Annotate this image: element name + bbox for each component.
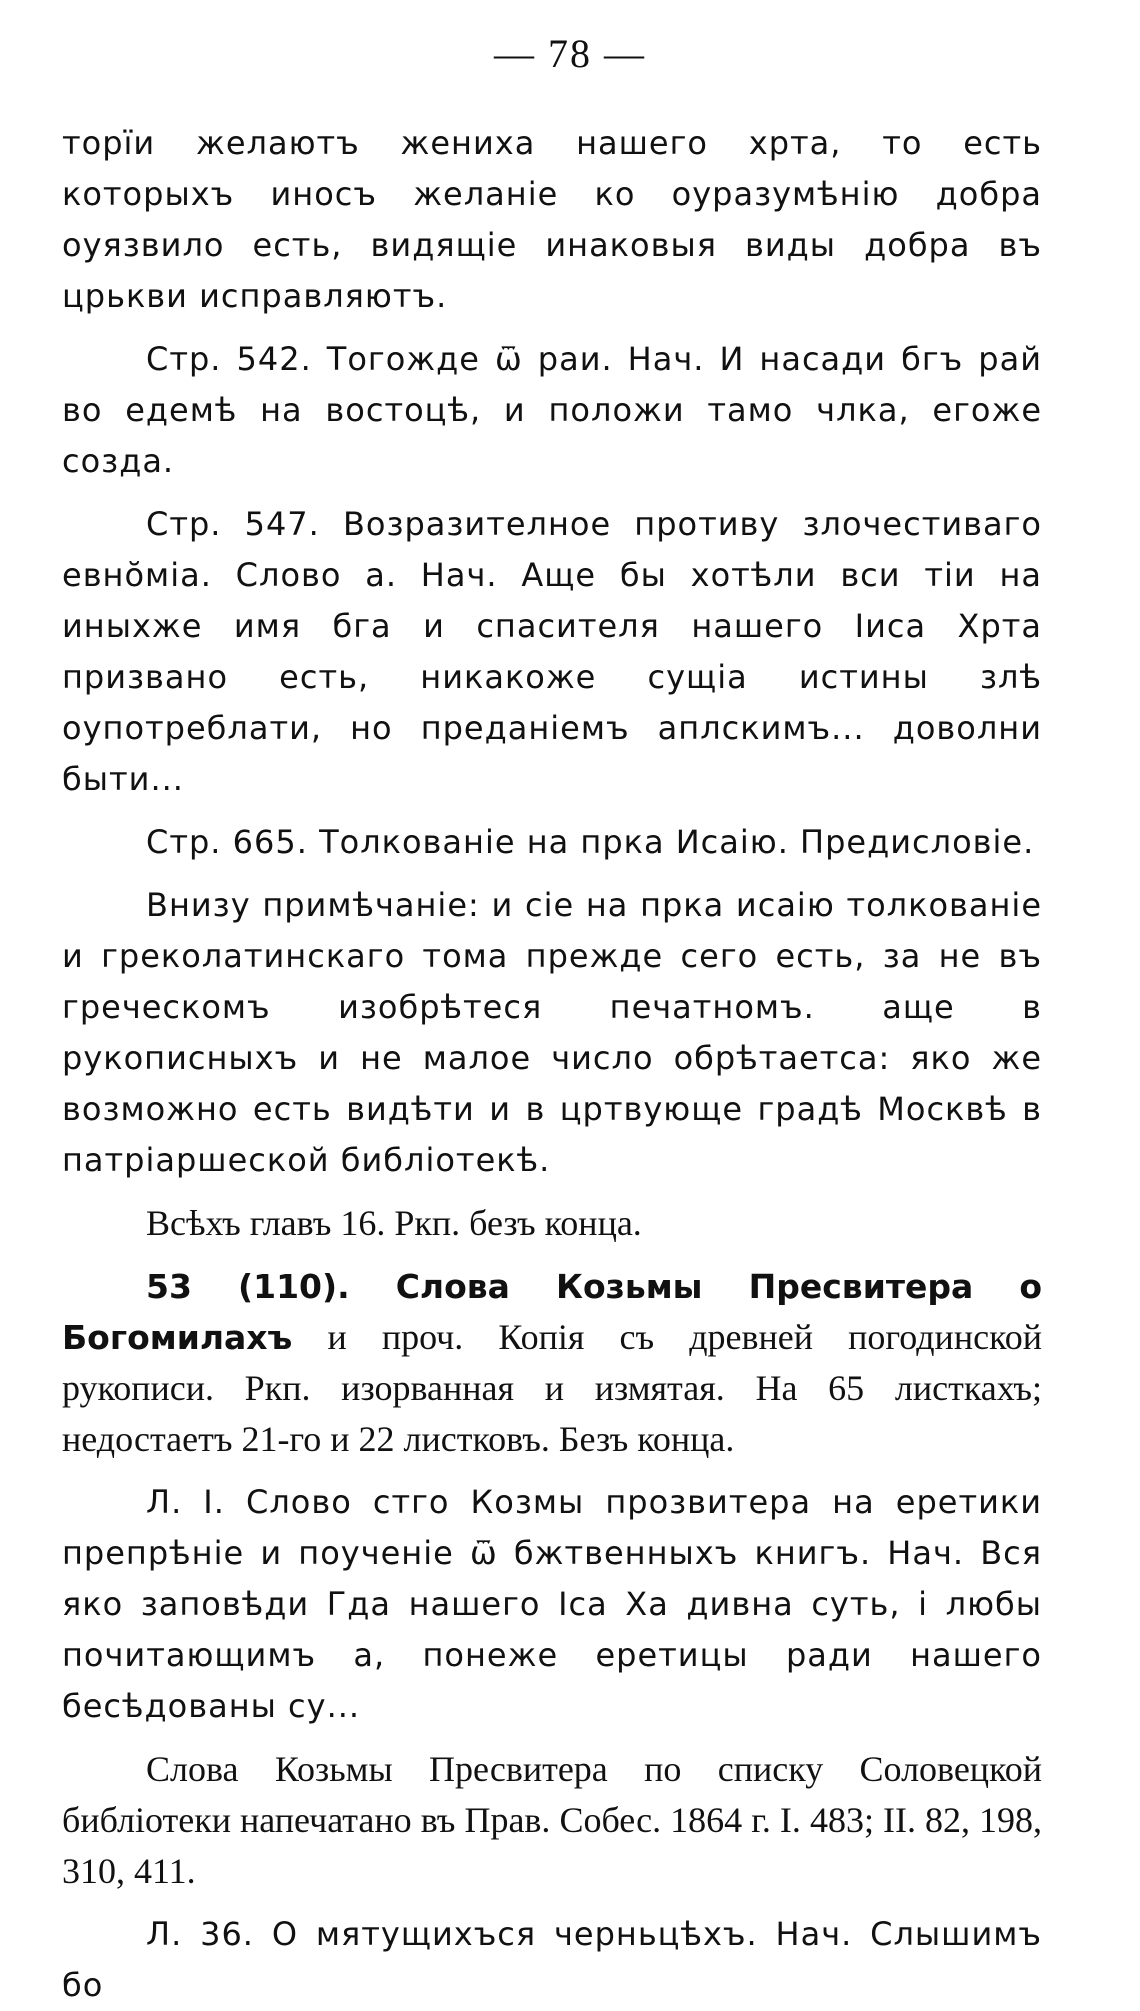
- page-number: — 78 —: [494, 31, 646, 76]
- paragraph-continuation: торїи желаютъ жениха нашего хрта, то есть которыхъ иносъ желаніе ко оуразумѣнію добра оуязвило есть, видящіе инаковыя виды добра въ црькви исправляютъ.: [62, 124, 1042, 315]
- paragraph-leaf-1: Л. І. Слово стго Козмы прозвитера на еретики препрѣніе и поученіе ѿ бжтвенныхъ книгъ. Нач. Вся яко заповѣди Гда нашего Іса Ха дивна суть, і любы почитающимъ а, понеже еретицы ради нашего бесѣдованы су...: [62, 1483, 1042, 1725]
- paragraph-entry-53: [62, 1261, 1042, 1465]
- paragraph-printed-edition: Слова Козьмы Пресвитера по списку Соловецкой библіотеки напечатано въ Прав. Собес. 1864 г. I. 483; II. 82, 198, 310, 411.: [62, 1749, 1042, 1891]
- entry-53-description: и проч. Копія съ древней погодинской рукописи. Ркп. изорванная и измятая. На 65 листкахъ; недостаетъ 21-го и 22 листковъ. Безъ конца.: [62, 1317, 1042, 1459]
- paragraph-str-542: Стр. 542. Тогожде ѿ раи. Нач. И насади бгъ рай во едемѣ на востоцѣ, и положи тамо члка, егоже созда.: [62, 340, 1042, 480]
- paragraph-chapter-count: Всѣхъ главъ 16. Ркп. безъ конца.: [146, 1203, 642, 1243]
- paragraph-footnote-note: Внизу примѣчаніе: и сіе на прка исаію толкованіе и греколатинскаго тома прежде сего есть, за не въ греческомъ изобрѣтеся печатномъ. аще в рукописныхъ и не малое число обрѣтаетса: яко же возможно есть видѣти и в цртвующе градѣ Москвѣ в патріаршеской библіотекѣ.: [62, 886, 1042, 1179]
- paragraph-str-665: Стр. 665. Толкованіе на прка Исаію. Предисловіе.: [146, 823, 1035, 861]
- paragraph-leaf-36: Л. 36. О мятущихъся черньцѣхъ. Нач. Слышимъ бо: [62, 1915, 1042, 2004]
- entry-53-heading: 53 (110). Слова Козьмы Пресвитера о Богомилахъ: [62, 1267, 1042, 1357]
- page-body: [62, 118, 1042, 2011]
- paragraph-str-547: Стр. 547. Возразителное противу злочестиваго евно̆міа. Слово а. Нач. Аще бы хотѣли вси тіи на иныхже имя бга и спасителя нашего Іиса Хрта призвано есть, никакоже сущіа истины злѣ оупотреблати, но преданіемъ аплскимъ... доволни быти...: [62, 505, 1042, 798]
